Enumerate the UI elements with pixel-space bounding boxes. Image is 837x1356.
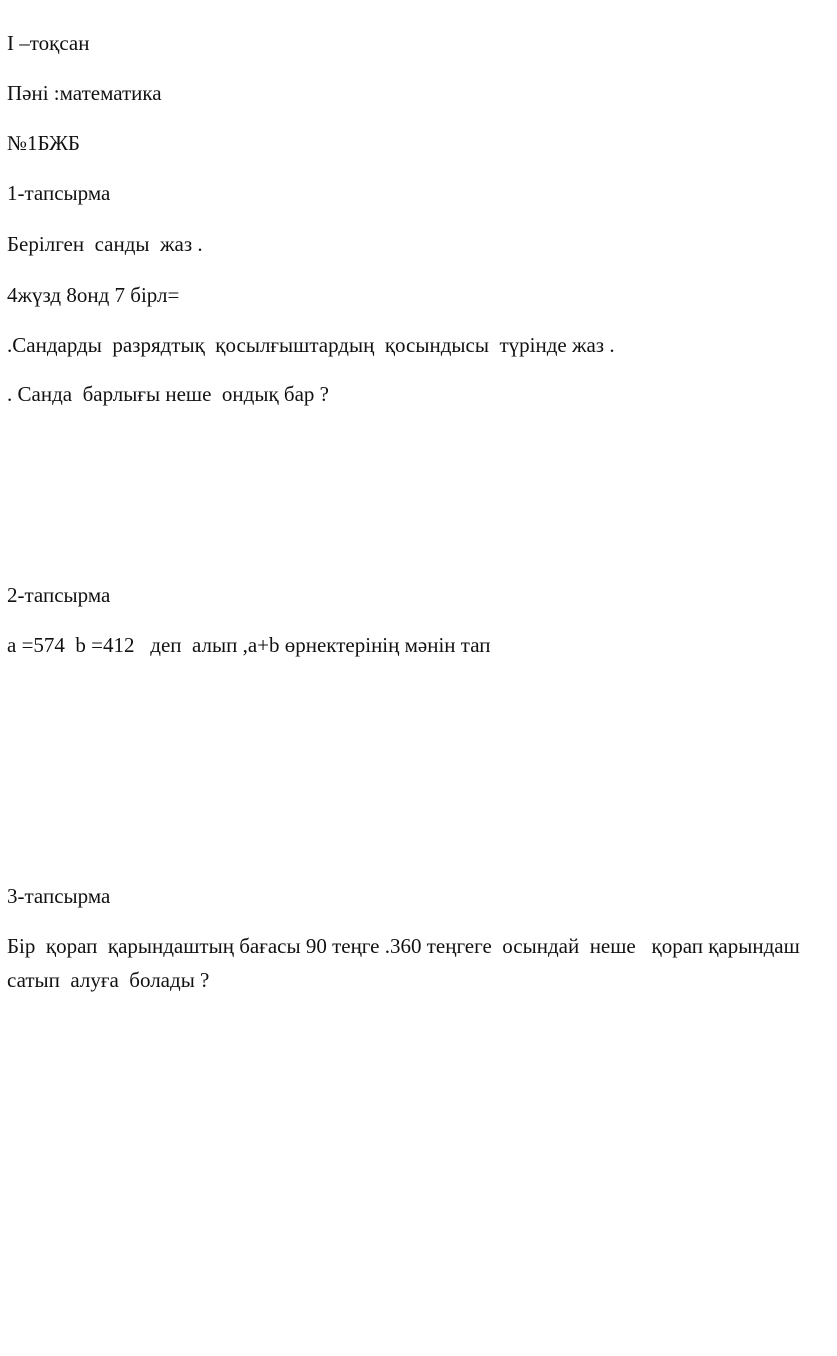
quarter-heading: І –тоқсан: [7, 31, 90, 55]
assessment-number: №1БЖБ: [7, 131, 80, 155]
task1-expression: 4жүзд 8онд 7 бірл=: [7, 283, 180, 307]
task1-title: 1-тапсырма: [7, 181, 111, 205]
task1-question-a: .Сандарды разрядтық қосылғыштардың қосындысы түрінде жаз .: [7, 333, 615, 357]
task3-text: Бір қорап қарындаштың бағасы 90 теңге .360 теңгеге осындай неше қорап қарындаш сатып алуға болады ?: [7, 934, 806, 992]
task1-instruction: Берілген санды жаз .: [7, 232, 203, 256]
task3-title: 3-тапсырма: [7, 884, 111, 908]
task2-title: 2-тапсырма: [7, 583, 111, 607]
task2-text: a =574 b =412 деп алып ,a+b өрнектерінің мәнін тап: [7, 633, 491, 657]
task1-question-b: . Санда барлығы неше ондық бар ?: [7, 382, 329, 406]
subject-line: Пәні :математика: [7, 81, 162, 105]
